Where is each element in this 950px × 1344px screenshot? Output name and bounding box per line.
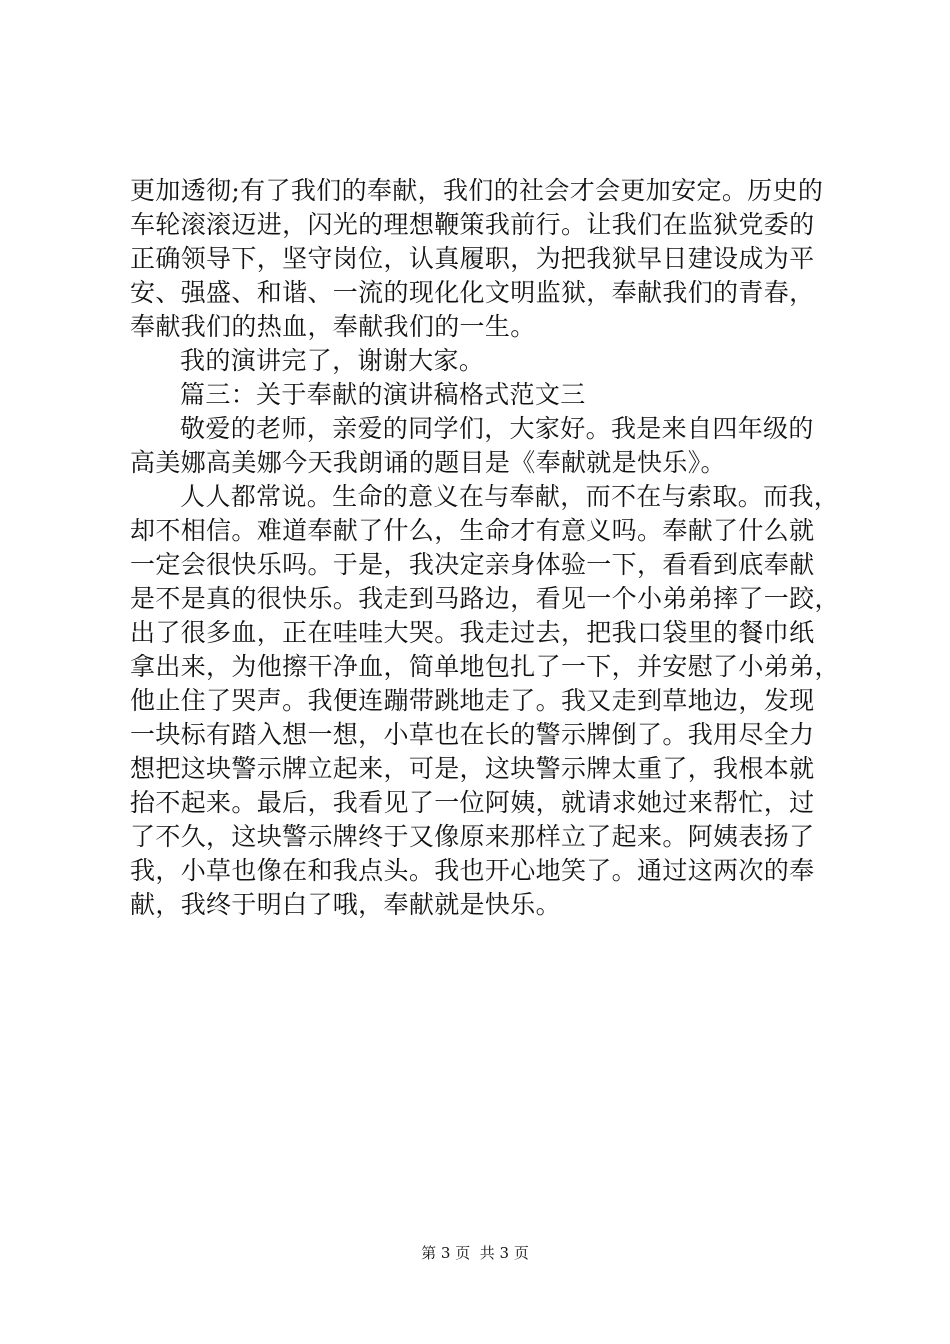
paragraph-line: 出了很多血，正在哇哇大哭。我走过去，把我口袋里的餐巾纸	[130, 618, 815, 647]
paragraph-line: 一块标有踏入想一想，小草也在长的警示牌倒了。我用尽全力	[130, 720, 815, 749]
paragraph-line: 高美娜高美娜今天我朗诵的题目是《奉献就是快乐》。	[130, 448, 726, 477]
paragraph-line: 献，我终于明白了哦，奉献就是快乐。	[130, 890, 561, 919]
paragraph-line: 抬不起来。最后，我看见了一位阿姨，就请求她过来帮忙，过	[130, 788, 815, 817]
paragraph-line: 更加透彻;有了我们的奉献，我们的社会才会更加安定。历史的	[130, 176, 824, 205]
paragraph-line: 正确领导下，坚守岗位，认真履职，为把我狱早日建设成为平	[130, 244, 815, 273]
paragraph-line: 安、强盛、和谐、一流的现化化文明监狱，奉献我们的青春，	[130, 278, 815, 307]
paragraph-line: 我，小草也像在和我点头。我也开心地笑了。通过这两次的奉	[130, 856, 815, 885]
paragraph-line: 了不久，这块警示牌终于又像原来那样立了起来。阿姨表扬了	[130, 822, 815, 851]
paragraph-line: 想把这块警示牌立起来，可是，这块警示牌太重了，我根本就	[130, 754, 815, 783]
paragraph-line: 却不相信。难道奉献了什么，生命才有意义吗。奉献了什么就	[130, 516, 815, 545]
paragraph-line: 车轮滚滚迈进，闪光的理想鞭策我前行。让我们在监狱党委的	[130, 210, 815, 239]
paragraph-line: 他止住了哭声。我便连蹦带跳地走了。我又走到草地边，发现	[130, 686, 815, 715]
paragraph-line: 拿出来，为他擦干净血，简单地包扎了一下，并安慰了小弟弟，	[130, 652, 840, 681]
closing-line: 我的演讲完了，谢谢大家。	[180, 346, 485, 375]
paragraph-line: 人人都常说。生命的意义在与奉献，而不在与索取。而我，	[180, 482, 840, 511]
paragraph-line: 是不是真的很快乐。我走到马路边，看见一个小弟弟摔了一跤，	[130, 584, 840, 613]
document-body	[130, 174, 840, 922]
page-number-footer: 第 3 页 共 3 页	[421, 1244, 529, 1262]
paragraph-line: 一定会很快乐吗。于是，我决定亲身体验一下，看看到底奉献	[130, 550, 815, 579]
paragraph-line: 奉献我们的热血，奉献我们的一生。	[130, 312, 536, 341]
section-heading: 篇三：关于奉献的演讲稿格式范文三	[180, 380, 586, 409]
paragraph-line: 敬爱的老师，亲爱的同学们，大家好。我是来自四年级的	[180, 414, 814, 443]
